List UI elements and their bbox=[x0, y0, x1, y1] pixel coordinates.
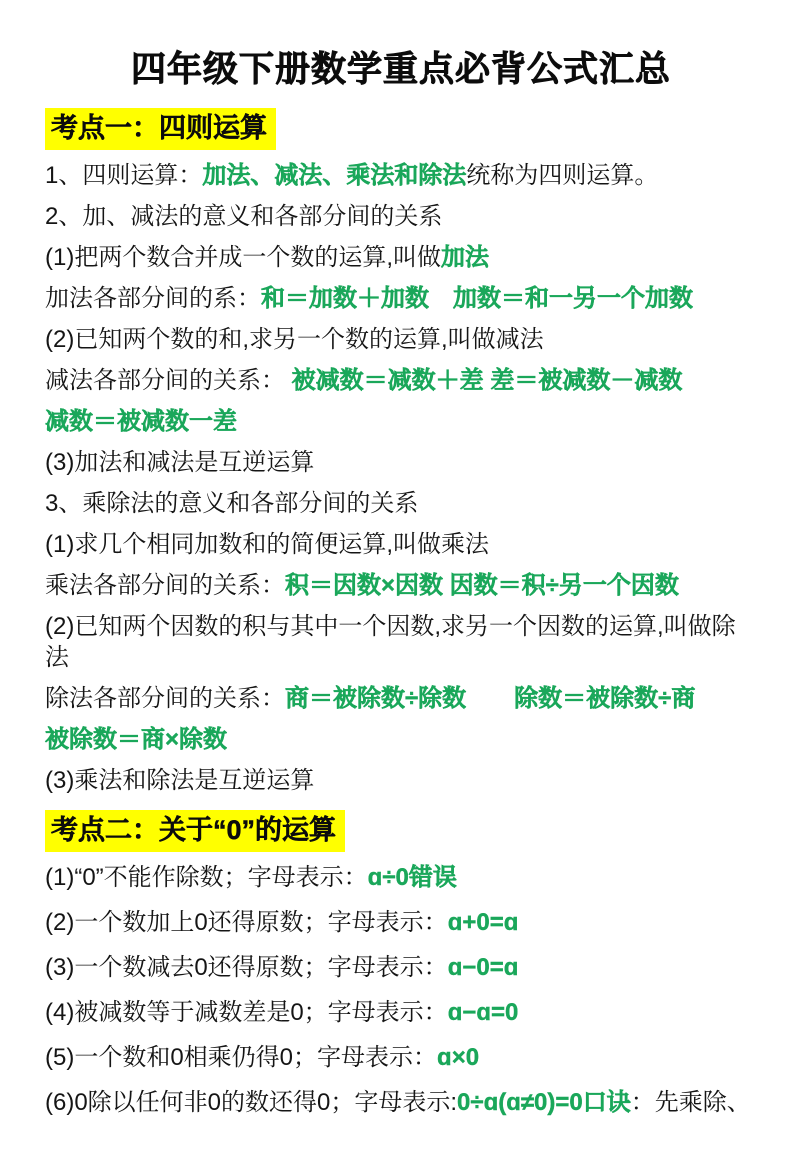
formula-segment: 积＝因数×因数 因数＝积÷另一个因数 bbox=[285, 572, 679, 600]
formula-segment: 减数＝被减数一差 bbox=[45, 408, 237, 436]
text-segment: (1)求几个相同加数和的简便运算,叫做乘法 bbox=[45, 531, 489, 559]
document-body bbox=[45, 104, 757, 1118]
text-line bbox=[45, 683, 757, 714]
text-line bbox=[45, 529, 757, 560]
page-title: 四年级下册数学重点必背公式汇总 bbox=[130, 50, 671, 89]
formula-segment: 被除数＝商×除数 bbox=[45, 726, 228, 754]
text-line bbox=[45, 201, 757, 232]
text-line bbox=[45, 242, 757, 273]
text-line bbox=[45, 952, 757, 983]
formula-segment: 商＝被除数÷除数 除数＝被除数÷商 bbox=[285, 685, 696, 713]
text-segment: 除法各部分间的关系： bbox=[45, 685, 285, 713]
formula-segment: 加法、减法、乘法和除法 bbox=[202, 162, 467, 190]
text-line bbox=[45, 1042, 757, 1073]
text-segment: (2)已知两个因数的积与其中一个因数,求另一个因数的运算,叫做除法 bbox=[45, 613, 736, 672]
text-line bbox=[45, 160, 757, 191]
formula-segment: ɑ÷0错误 bbox=[367, 864, 457, 892]
section-header: 考点一：四则运算 bbox=[45, 108, 276, 150]
text-line bbox=[45, 488, 757, 519]
text-line bbox=[45, 907, 757, 938]
text-segment: (1)“0”不能作除数；字母表示： bbox=[45, 864, 368, 892]
text-segment: (3)一个数减去0还得原数；字母表示： bbox=[45, 954, 448, 982]
text-segment: 减法各部分间的关系： bbox=[45, 367, 292, 395]
formula-segment: 被减数＝减数＋差 差＝被减数－减数 bbox=[291, 367, 683, 395]
text-line bbox=[45, 406, 757, 437]
text-line bbox=[45, 365, 757, 396]
text-segment: 加法各部分间的系： bbox=[45, 285, 261, 313]
text-segment: (3)乘法和除法是互逆运算 bbox=[45, 767, 315, 795]
formula-segment: ɑ×0 bbox=[437, 1044, 480, 1072]
text-segment: 乘法各部分间的关系： bbox=[45, 572, 285, 600]
text-line bbox=[45, 324, 757, 355]
text-line bbox=[45, 283, 757, 314]
text-line bbox=[45, 1087, 757, 1118]
formula-segment: ɑ+0=ɑ bbox=[447, 909, 519, 937]
section-header: 考点二：关于“0”的运算 bbox=[45, 810, 345, 852]
text-line bbox=[45, 997, 757, 1028]
text-segment: (4)被减数等于减数差是0；字母表示： bbox=[45, 999, 448, 1027]
formula-segment: ɑ−0=ɑ bbox=[447, 954, 519, 982]
text-segment: (3)加法和减法是互逆运算 bbox=[45, 449, 315, 477]
text-line bbox=[45, 447, 757, 478]
text-segment: 1、四则运算： bbox=[45, 162, 203, 190]
text-segment: (1)把两个数合并成一个数的运算,叫做 bbox=[45, 244, 441, 272]
text-segment: (2)已知两个数的和,求另一个数的运算,叫做减法 bbox=[45, 326, 544, 354]
text-segment: 2、加、减法的意义和各部分间的关系 bbox=[45, 203, 443, 231]
text-line bbox=[45, 724, 757, 755]
text-segment: (2)一个数加上0还得原数；字母表示： bbox=[45, 909, 448, 937]
text-segment: (5)一个数和0相乘仍得0；字母表示： bbox=[45, 1044, 438, 1072]
text-line bbox=[45, 765, 757, 796]
formula-segment: 0÷ɑ(ɑ≠0)=0口诀 bbox=[457, 1089, 631, 1117]
text-line bbox=[45, 570, 757, 601]
text-segment: ：先乘除、 bbox=[630, 1089, 751, 1117]
formula-segment: 加法 bbox=[441, 244, 489, 272]
text-segment: 统称为四则运算。 bbox=[466, 162, 659, 190]
text-segment: 3、乘除法的意义和各部分间的关系 bbox=[45, 490, 419, 518]
formula-segment: 和＝加数＋加数 加数＝和一另一个加数 bbox=[261, 285, 693, 313]
text-line bbox=[45, 611, 757, 673]
formula-segment: ɑ−ɑ=0 bbox=[447, 999, 519, 1027]
text-segment: (6)0除以任何非0的数还得0；字母表示: bbox=[45, 1089, 458, 1117]
text-line bbox=[45, 862, 757, 893]
